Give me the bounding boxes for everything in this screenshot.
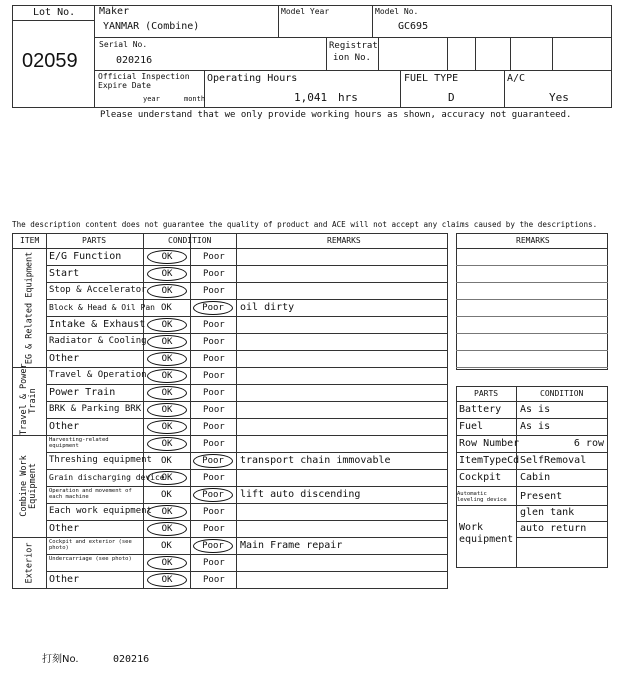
remark-text: Main Frame repair (240, 540, 343, 551)
row-divider (46, 503, 448, 504)
group-label-line: Train (28, 388, 38, 414)
right-row-divider (456, 486, 608, 487)
part-label: Cockpit and exterior (see photo) (49, 539, 132, 552)
maker-value: YANMAR (Combine) (103, 21, 200, 32)
part-label: Harvesting-related equipment (49, 437, 109, 450)
right-condition-label: CONDITION (540, 389, 584, 398)
row-divider (46, 316, 448, 317)
row-divider (46, 384, 448, 385)
ok-circled: OK (147, 369, 187, 383)
poor-option: Poor (203, 354, 225, 364)
part-label: Start (49, 268, 80, 279)
part-label: Power Train (49, 387, 116, 398)
right-part-label: ItemTypeCd (459, 455, 520, 466)
ok-option: OK (161, 541, 172, 551)
right-part-label: Battery (459, 404, 502, 415)
model-no-label: Model No. (375, 7, 419, 16)
group-label (19, 435, 39, 537)
group-label (19, 248, 39, 367)
right-row-divider (516, 537, 608, 538)
row-divider (46, 282, 448, 283)
poor-option: Poor (203, 252, 225, 262)
remarks-line (456, 265, 608, 266)
right-row-divider (456, 469, 608, 470)
row-divider (46, 452, 448, 453)
part-label: Threshing equipment (49, 455, 152, 465)
month-label: month (184, 95, 206, 103)
hours-value: 1,041 (294, 91, 328, 104)
fuel-value: D (448, 91, 455, 104)
part-label: Each work equipment (49, 506, 152, 516)
col-remarks: REMARKS (327, 236, 361, 245)
remarks-line (456, 299, 608, 300)
ok-circled: OK (147, 573, 187, 587)
group-label (19, 363, 39, 435)
poor-option: Poor (203, 473, 225, 483)
poor-option: Poor (203, 371, 225, 381)
part-label: BRK & Parking BRK (49, 404, 142, 414)
poor-option: Poor (203, 286, 225, 296)
ac-label: A/C (507, 73, 526, 84)
ok-circled: OK (147, 250, 187, 264)
ok-circled: OK (147, 403, 187, 417)
row-divider (12, 537, 448, 538)
right-row-divider (456, 418, 608, 419)
ok-circled: OK (147, 284, 187, 298)
col-item: ITEM (20, 236, 40, 245)
part-label: Operation and movement of each machine (49, 488, 132, 501)
maker-label: Maker (99, 6, 130, 17)
row-divider (12, 435, 448, 436)
work-equipment-value: auto return (520, 523, 587, 534)
right-part-label: Fuel (459, 421, 484, 432)
ok-circled: OK (147, 420, 187, 434)
part-label: Block & Head & Oil Pan (49, 303, 155, 312)
serial-value: 020216 (116, 55, 153, 66)
lot-number: 02059 (22, 50, 78, 72)
right-parts-label: PARTS (474, 389, 499, 398)
poor-option: Poor (203, 405, 225, 415)
poor-option: Poor (203, 575, 225, 585)
row-divider (46, 520, 448, 521)
model-year-label: Model Year (281, 7, 330, 16)
row-divider (46, 486, 448, 487)
year-label: year (143, 95, 160, 103)
remark-text: lift auto discending (240, 489, 361, 500)
right-part-value: As is (520, 404, 551, 415)
hours-label: Operating Hours (207, 73, 298, 84)
part-label: Other (49, 523, 80, 534)
right-part-value: Cabin (520, 472, 551, 483)
remarks-line (456, 316, 608, 317)
row-divider (46, 350, 448, 351)
part-label: Other (49, 353, 80, 364)
poor-option: Poor (203, 388, 225, 398)
group-label (19, 537, 39, 588)
poor-option: Poor (203, 507, 225, 517)
row-divider (46, 554, 448, 555)
hours-unit: hrs (338, 91, 358, 104)
group-label-line: Exterior (23, 542, 34, 583)
remarks-line (456, 367, 608, 368)
poor-circled: Poor (193, 454, 233, 468)
poor-option: Poor (203, 422, 225, 432)
part-label: Other (49, 574, 80, 585)
model-no-value: GC695 (398, 21, 429, 32)
part-label: Undercarriage (see photo) (49, 556, 132, 562)
work-equipment-label: Work equipment (459, 522, 514, 545)
remark-text: transport chain immovable (240, 455, 391, 466)
part-label: Grain discharging device (49, 473, 165, 482)
row-divider (46, 401, 448, 402)
ok-option: OK (161, 490, 172, 500)
group-label-line: Combine Work (19, 455, 30, 517)
part-label: E/G Function (49, 251, 122, 262)
right-remarks-label: REMARKS (516, 236, 550, 245)
ok-circled: OK (147, 471, 187, 485)
right-row-divider (456, 435, 608, 436)
auto-leveling-value: Present (520, 491, 563, 502)
poor-option: Poor (203, 439, 225, 449)
col-condition: CONDITION (168, 236, 212, 245)
right-part-value: 6 row (573, 438, 604, 449)
row-divider (12, 588, 448, 589)
right-row-divider (456, 452, 608, 453)
lot-label: Lot No. (33, 7, 76, 18)
part-label: Radiator & Cooling (49, 336, 147, 346)
group-label-line: Travel & Power (19, 363, 30, 435)
ok-circled: OK (147, 386, 187, 400)
part-label: Intake & Exhaust (49, 319, 146, 330)
poor-option: Poor (203, 320, 225, 330)
registration-label-2: ion No. (333, 53, 371, 63)
col-parts: PARTS (82, 236, 107, 245)
ok-circled: OK (147, 522, 187, 536)
inspection-label: Official Inspection (98, 72, 190, 81)
poor-circled: Poor (193, 488, 233, 502)
poor-option: Poor (203, 337, 225, 347)
hours-notice: Please understand that we only provide working hours as shown, accuracy not guaranteed. (100, 110, 572, 120)
group-label-line: Equipment (28, 462, 38, 510)
ac-value: Yes (549, 91, 569, 104)
right-row-divider (516, 521, 608, 522)
ok-circled: OK (147, 505, 187, 519)
remarks-line (456, 333, 608, 334)
poor-circled: Poor (193, 301, 233, 315)
ok-option: OK (161, 303, 172, 313)
row-divider (46, 333, 448, 334)
row-divider (46, 469, 448, 470)
ok-circled: OK (147, 556, 187, 570)
row-divider (12, 367, 448, 368)
right-part-value: As is (520, 421, 551, 432)
row-divider (46, 418, 448, 419)
stamp-label: 打刻No. (42, 654, 79, 665)
inspection-label-2: Expire Date (98, 81, 151, 90)
stamp-value: 020216 (113, 654, 150, 665)
row-divider (46, 571, 448, 572)
right-row-divider (456, 505, 608, 506)
fuel-label: FUEL TYPE (404, 73, 459, 84)
right-part-value: SelfRemoval (520, 455, 587, 466)
ok-circled: OK (147, 352, 187, 366)
right-part-label: Row Number (459, 438, 520, 449)
remarks-line (456, 282, 608, 283)
group-label-line: EG & Related Equipment (23, 251, 34, 364)
remark-text: oil dirty (240, 302, 295, 313)
part-label: Travel & Operation (49, 370, 147, 380)
ok-option: OK (161, 456, 172, 466)
part-label: Other (49, 421, 80, 432)
registration-label: Registrat (329, 41, 378, 51)
row-divider (46, 299, 448, 300)
poor-circled: Poor (193, 539, 233, 553)
poor-option: Poor (203, 524, 225, 534)
right-part-label: Cockpit (459, 472, 502, 483)
row-divider (46, 265, 448, 266)
ok-circled: OK (147, 437, 187, 451)
remarks-line (456, 350, 608, 351)
work-equipment-value: glen tank (520, 507, 575, 518)
ok-circled: OK (147, 335, 187, 349)
poor-option: Poor (203, 269, 225, 279)
part-label: Stop & Accelerator (49, 285, 147, 295)
description-notice: The description content does not guarantee the quality of product and ACE will not accept any claims caused by the descriptions. (12, 220, 598, 229)
poor-option: Poor (203, 558, 225, 568)
serial-label: Serial No. (99, 40, 148, 49)
ok-circled: OK (147, 267, 187, 281)
auto-leveling-label: Automatic leveling device (457, 491, 507, 504)
ok-circled: OK (147, 318, 187, 332)
